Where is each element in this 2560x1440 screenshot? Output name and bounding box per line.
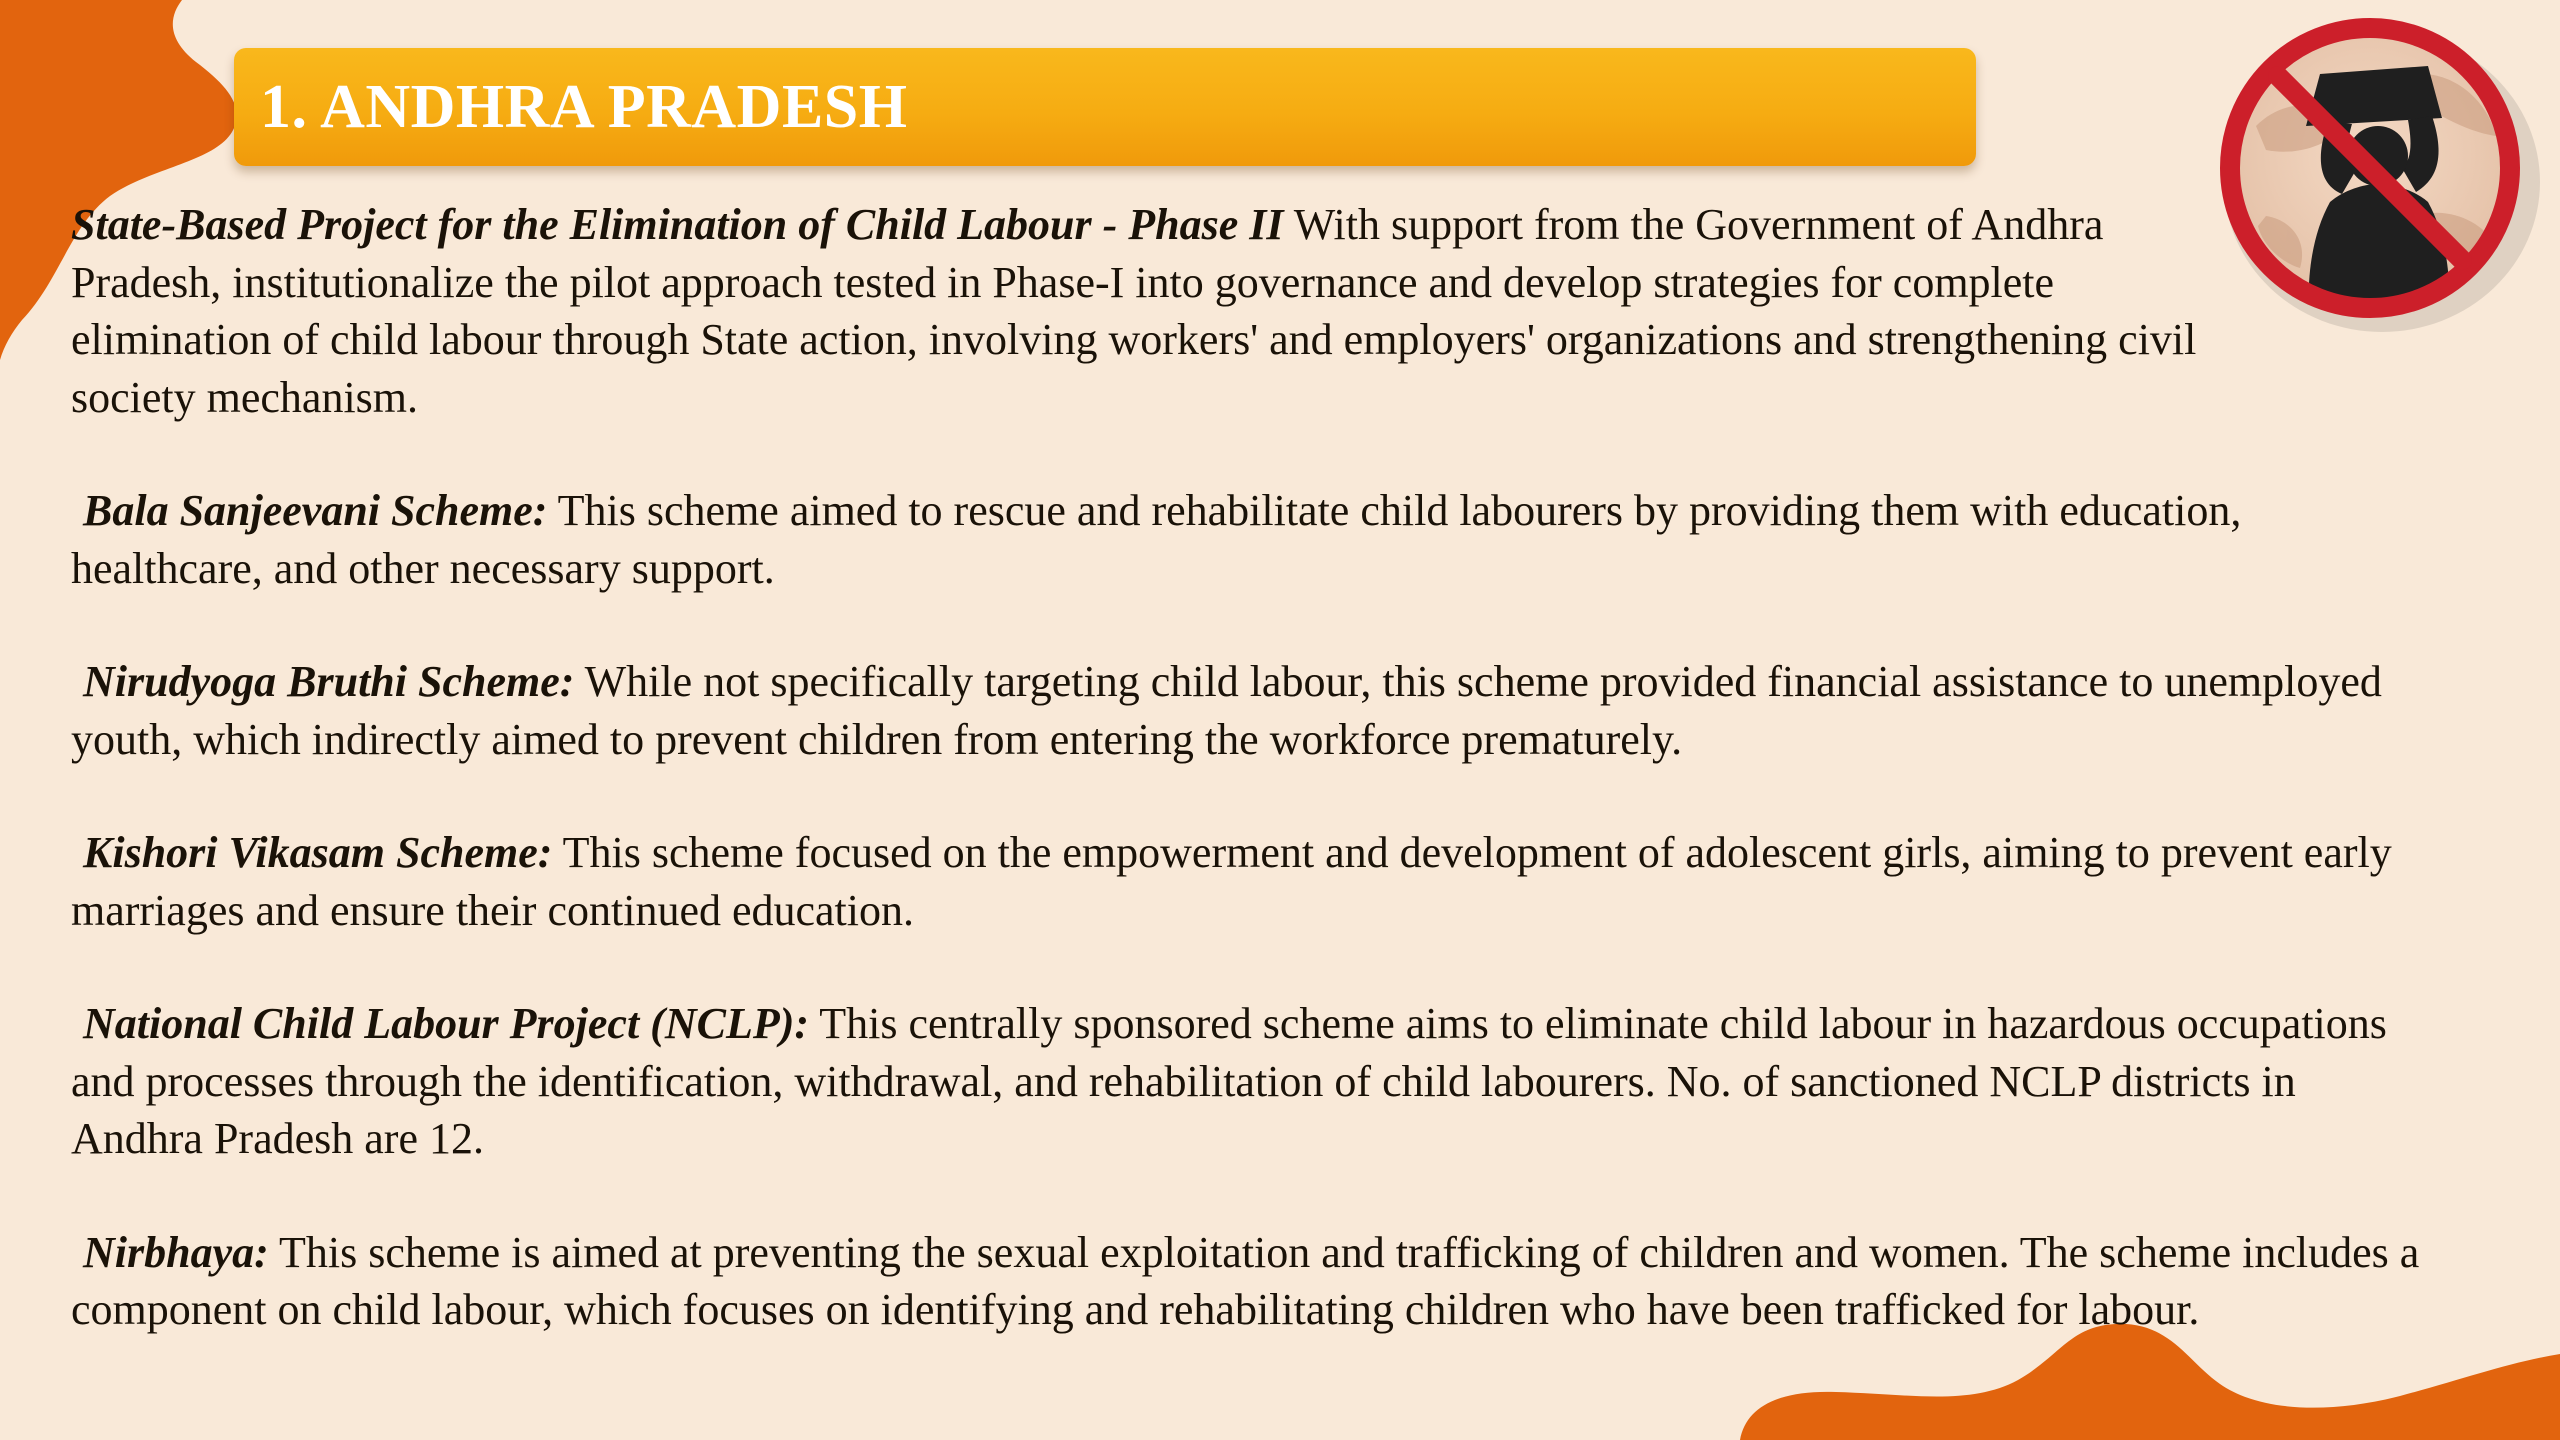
- scheme-description: While not specifically targeting child labour, this scheme provided financial assistance to unemployed youth, which indirectly aimed to prevent children from entering the workforce prematurely.: [71, 657, 2382, 764]
- scheme-description: This scheme aimed to rescue and rehabilitate child labourers by providing them with education, healthcare, and other necessary support.: [71, 486, 2242, 593]
- scheme-title: State-Based Project for the Elimination of Child Labour - Phase II: [71, 200, 1284, 249]
- scheme-title: Bala Sanjeevani Scheme:: [83, 486, 548, 535]
- scheme-paragraph: [71, 196, 2201, 426]
- scheme-description: This centrally sponsored scheme aims to eliminate child labour in hazardous occupations and processes through the identification, withdrawal, and rehabilitation of child labourers. No. of sanctioned NCLP districts in Andhra Pradesh are 12.: [71, 999, 2387, 1163]
- scheme-title: Kishori Vikasam Scheme:: [83, 828, 553, 877]
- scheme-paragraph: [71, 995, 2421, 1168]
- scheme-description: With support from the Government of Andhra Pradesh, institutionalize the pilot approach tested in Phase-I into governance and develop strategies for complete elimination of child labour through State action, involving workers' and employers' organizations and strengthening civil society mechanism.: [71, 200, 2197, 422]
- scheme-title: Nirudyoga Bruthi Scheme:: [83, 657, 575, 706]
- page-title: 1. ANDHRA PRADESH: [260, 72, 908, 141]
- scheme-title: Nirbhaya:: [83, 1227, 269, 1277]
- scheme-paragraph: [71, 482, 2421, 597]
- scheme-paragraph: [71, 1224, 2421, 1339]
- scheme-paragraph: [71, 653, 2421, 768]
- scheme-title: National Child Labour Project (NCLP):: [83, 999, 809, 1048]
- scheme-description: This scheme is aimed at preventing the sexual exploitation and trafficking of children and women. The scheme includes a component on child labour, which focuses on identifying and rehabilitating children who have been trafficked for labour.: [71, 1227, 2420, 1334]
- scheme-description: This scheme focused on the empowerment and development of adolescent girls, aiming to prevent early marriages and ensure their continued education.: [71, 828, 2392, 935]
- scheme-paragraph: [71, 824, 2421, 939]
- content-area: [71, 196, 2421, 1395]
- title-banner: [234, 48, 1976, 166]
